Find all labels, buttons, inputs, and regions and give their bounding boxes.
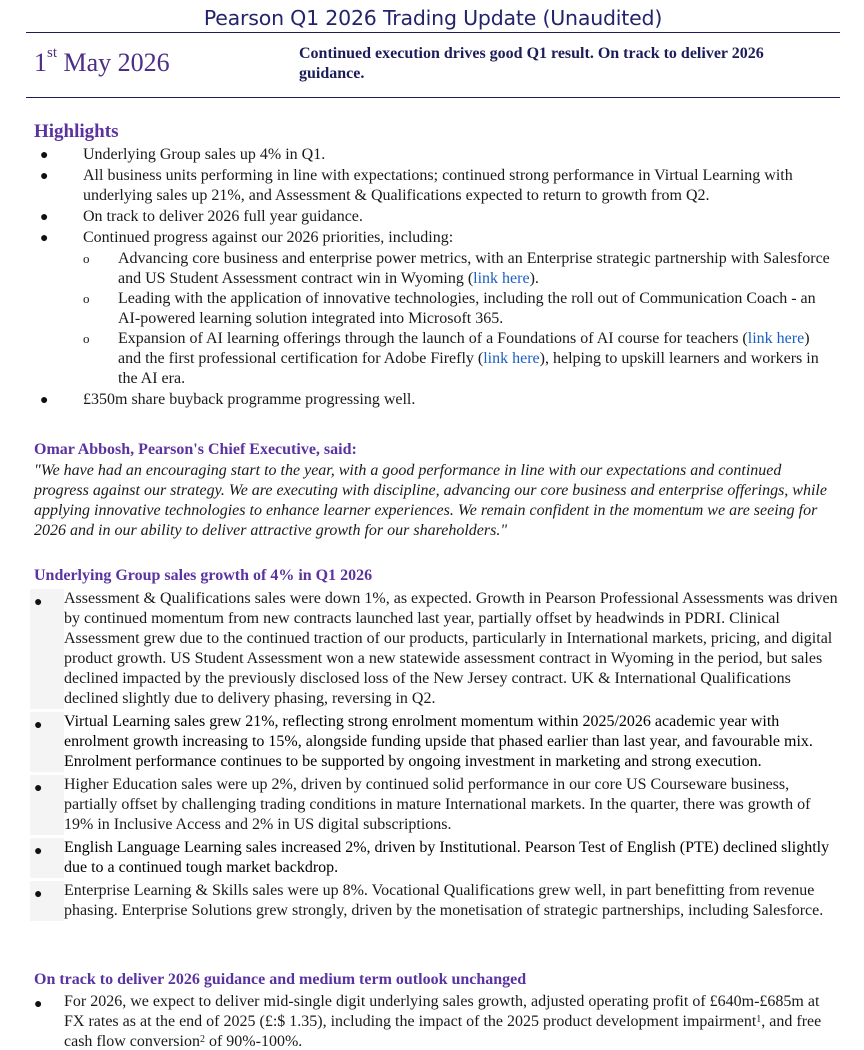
guidance-heading: On track to deliver 2026 guidance and medium term outlook unchanged xyxy=(34,971,527,988)
adobe-firefly-link[interactable]: link here xyxy=(483,350,540,367)
bullet-icon: ● xyxy=(34,844,43,859)
bullet-icon: ● xyxy=(34,718,43,733)
list-item: ● On track to deliver 2026 full year guidance. xyxy=(40,207,830,227)
list-item: ● For 2026, we expect to deliver mid-single digit underlying sales growth, adjusted operating profit of £640m-£685m at FX rates as at the end of 2025 (£:$ 1.35), including the impact of the 2025 product development impairment$^1$, and free cash flow conversion$^2$ of 90%-100%. xyxy=(34,993,822,1050)
sub-list-item: o Expansion of AI learning offerings through the launch of a Foundations of AI course for teachers (link here) and the first professional certification for Adobe Firefly (link here), helping to upskill learners and workers in the AI era. xyxy=(83,330,819,387)
list-item: ● Virtual Learning sales grew 21%, reflecting strong enrolment momentum within 2025/2026 academic year with enrolment growth increasing to 15%, alongside funding upside that phased earlier than last year, and favourable mix. Enrolment performance continues to be supported by ongoing investment in marketing and strong execution. xyxy=(30,712,842,772)
bullet-icon: ● xyxy=(40,148,49,163)
sub-list-item: o Advancing core business and enterprise power metrics, with an Enterprise strategic partnership with Salesforce and US Student Assessment contract win in Wyoming (link here). xyxy=(83,250,830,287)
sales-heading: Underlying Group sales growth of 4% in Q1 2026 xyxy=(34,567,373,584)
list-item: ● Assessment & Qualifications sales were down 1%, as expected. Growth in Pearson Professional Assessments was driven by continued momentum from new contracts launched last year, partially offset by headwinds in PDRI. Clinical Assessment grew due to the continued traction of our products, particularly in International markets, pricing, and digital product growth. US Student Assessment won a new statewide assessment contract in Wyoming in the period, but sales declined impacted by the previously disclosed loss of the New Jersey contract. UK & International Qualifications declined slightly due to delivery phasing, reversing in Q2. xyxy=(30,589,842,709)
bullet-icon: ● xyxy=(40,169,49,184)
bullet-icon: ● xyxy=(34,887,43,902)
footnote-marker: 1 xyxy=(756,1014,762,1025)
list-item: ● All business units performing in line with expectations; continued strong performance in Virtual Learning with underlying sales up 21%, and Assessment & Qualifications expected to return to growth from Q2. xyxy=(40,167,793,204)
circle-bullet-icon: o xyxy=(83,331,90,346)
bullet-icon: ● xyxy=(34,595,43,610)
list-item: ● Continued progress against our 2026 priorities, including: o Advancing core business and enterprise power metrics, with an Enterprise strategic partnership with Salesforce and US Student Assessment contract win in Wyoming (link here). o Leading with the application of innovative technologies, including the roll out of Communication Coach - an AI-powered learning solution integrated into Microsoft 365. o Expansion of AI learning offerings through the launch of a Foundations of AI course for teachers (link here) and the first professional certification for Adobe Firefly (link here), helping to upskill learners and workers in the AI era. xyxy=(40,229,830,387)
list-item: ● Enterprise Learning & Skills sales were up 8%. Vocational Qualifications grew well, in part benefitting from revenue phasing. Enterprise Solutions grew strongly, driven by the monetisation of strategic partnerships, including Salesforce. xyxy=(30,881,842,921)
circle-bullet-icon: o xyxy=(83,251,90,266)
highlights-list xyxy=(40,145,830,411)
ceo-quote: "We have had an encouraging start to the year, with a good performance in line with our expectations and continued progress against our strategy. We are executing with discipline, advancing our core business and enterprise offerings, while applying innovative technologies to enhance learner experiences. We remain confident in the momentum we are seeing for 2026 and in our ability to deliver attractive growth for our shareholders." xyxy=(34,462,827,539)
priorities-sublist xyxy=(83,249,830,389)
sales-list xyxy=(30,589,842,924)
bullet-icon: ● xyxy=(34,997,43,1012)
bullet-icon: ● xyxy=(34,781,43,796)
circle-bullet-icon: o xyxy=(83,291,90,306)
bullet-icon: ● xyxy=(40,231,49,246)
sub-list-item: o Leading with the application of innovative technologies, including the roll out of Communication Coach - an AI-powered learning solution integrated into Microsoft 365. xyxy=(83,290,816,327)
list-item: ● English Language Learning sales increased 2%, driven by Institutional. Pearson Test of English (PTE) declined slightly due to a continued tough market backdrop. xyxy=(30,838,842,878)
wyoming-link[interactable]: link here xyxy=(473,270,530,287)
list-item: ● Higher Education sales were up 2%, driven by continued solid performance in our core US Courseware business, partially offset by challenging trading conditions in mature International markets. In the quarter, there was growth of 19% in Inclusive Access and 2% in US digital subscriptions. xyxy=(30,775,842,835)
list-item: ● £350m share buyback programme progressing well. xyxy=(40,390,830,410)
list-item: ● Underlying Group sales up 4% in Q1. xyxy=(40,145,830,165)
footnote-marker: 2 xyxy=(199,1034,205,1045)
ceo-quote-heading: Omar Abbosh, Pearson's Chief Executive, said: xyxy=(34,441,357,458)
ai-course-link[interactable]: link here xyxy=(747,330,805,347)
bullet-icon: ● xyxy=(40,393,49,408)
bullet-icon: ● xyxy=(40,210,49,225)
highlights-heading: Highlights xyxy=(34,121,119,142)
header-row xyxy=(26,34,840,98)
release-date: 1st May 2026 xyxy=(34,45,170,77)
document-title: Pearson Q1 2026 Trading Update (Unaudited) xyxy=(26,0,840,33)
headline-tagline: Continued execution drives good Q1 result. On track to deliver 2026 guidance. xyxy=(299,45,764,82)
guidance-list xyxy=(30,992,842,1050)
